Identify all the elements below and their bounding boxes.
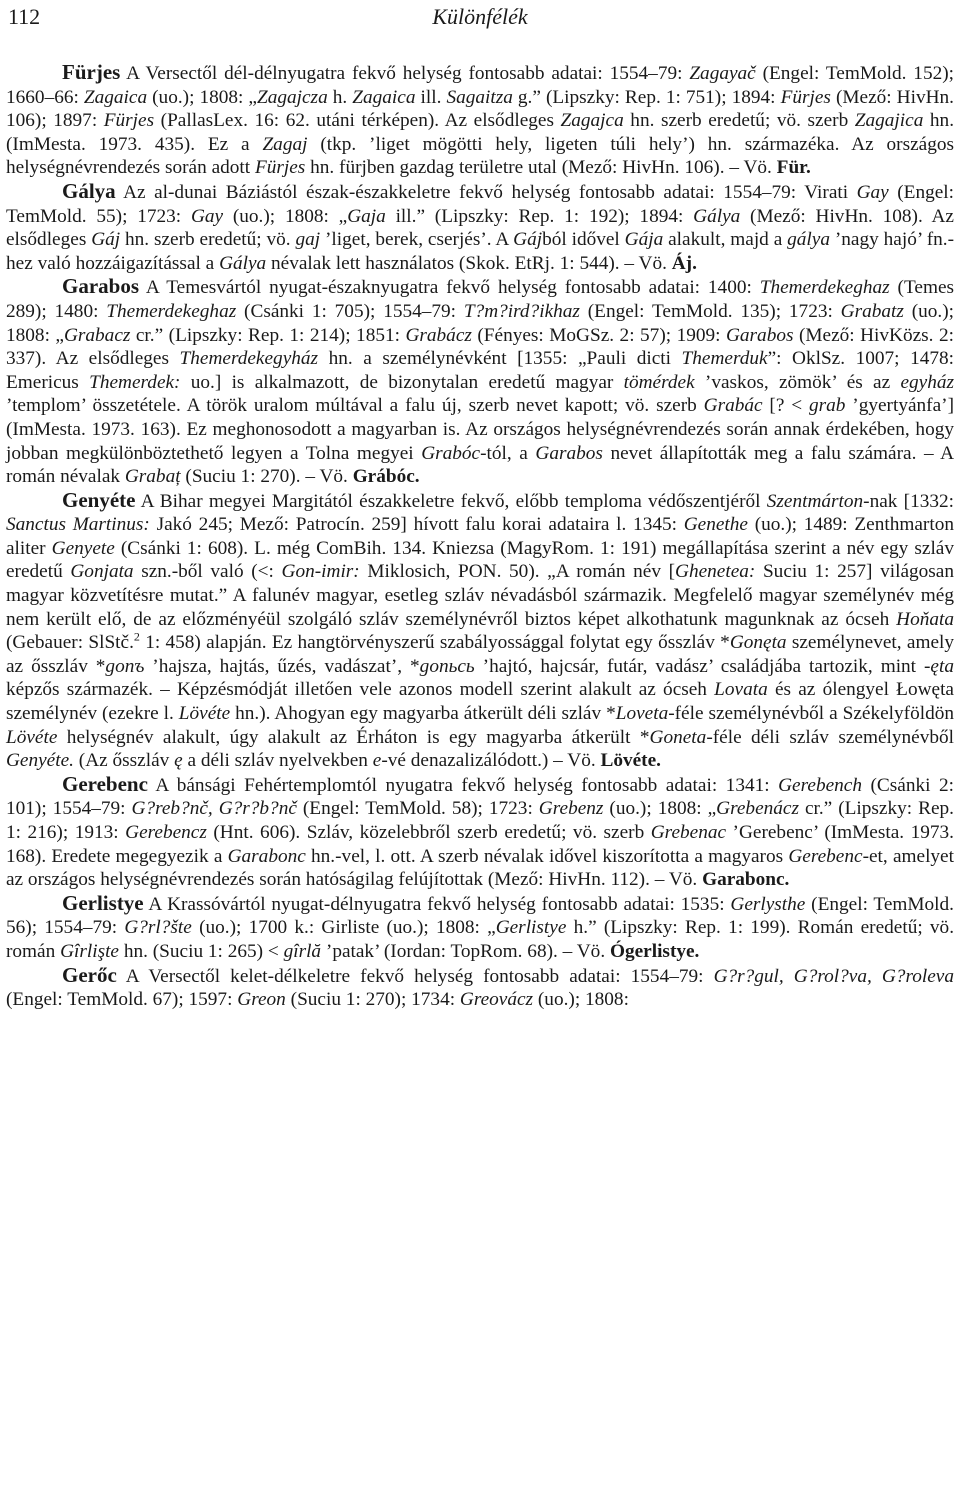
entry-text-segment: Genyete: [51, 537, 115, 559]
entry-text-segment: (Csánki 2: 101); 1554–79:: [6, 774, 954, 820]
entry-text-segment: Az al-dunai Báziástól észak-északkeletre fekvő helység fontosabb adatai: 1554–79: Virati: [115, 181, 857, 203]
entry-text-segment: (Csánki 1: 608). L. még ComBih. 134. Kniezsa (MagyRom. 1: 191) megállapítása szerint a név egy szláv eredetű: [6, 537, 954, 583]
entry-text-segment: ból idővel: [542, 229, 625, 251]
entry-text-segment: Fürjes: [254, 157, 306, 179]
entry-text-segment: Genyéte.: [6, 750, 74, 772]
entry-text-segment: Szentmárton: [766, 490, 864, 512]
entry-text-segment: ’gyertyánfa’] (ImMesta. 1973. 163). Ez meghonosodott a magyarban is. Az országos helységnévrendezés során annak érdekében, hogy jobban megkülönböztethető legyen a Tolna megyei: [6, 395, 954, 464]
entry-text-segment: (Mező: HivHn. 108). Az elsődleges: [6, 205, 954, 251]
entry-text-segment: (Suciu 1: 270); 1734:: [285, 989, 460, 1011]
entry-text-segment: 2: [133, 629, 140, 644]
entry-text: [6, 966, 954, 1011]
entry-text-segment: gîrlă: [283, 940, 322, 962]
entry-text-segment: hn. szerb eredetű; vö. szerb: [623, 110, 855, 132]
entry-text-segment: A Temesvártól nyugat-északnyugatra fekvő helység fontosabb adatai: 1400:: [139, 277, 760, 299]
entry-text-segment: Grabóc: [421, 442, 481, 464]
entry-text: [6, 277, 954, 487]
entry-text-segment: -et, amelyet az országos helységnévrendezés során hatóságilag felújítottak (Mező: HivHn. 112). – Vö.: [6, 845, 954, 891]
entry-gerlistye: [6, 892, 954, 964]
entry-text-segment: Garabos: [725, 324, 794, 346]
entry-text-segment: Gerebenc: [788, 845, 863, 867]
entry-text-segment: Greovácz: [459, 989, 534, 1011]
entry-text-segment: T?m?ird?ikhaz: [463, 300, 580, 322]
entry-text-segment: Ógerlistye.: [609, 940, 700, 962]
entry-text-segment: h.: [327, 86, 353, 108]
entry-text-segment: (uo.); 1700 k.: Girliste (uo.); 1808: „: [191, 917, 496, 939]
entry-text-segment: (uo.); 1808: „: [6, 300, 954, 346]
entry-text-segment: Grabácz: [405, 324, 472, 346]
entry-text-segment: (Engel: TemMold. 58); 1723:: [296, 798, 539, 820]
entry-text-segment: Gonjata: [70, 561, 134, 583]
entry-gerebenc: [6, 773, 954, 892]
entry-text-segment: névalak lett használatos (Skok. EtRj. 1: 544). – Vö.: [266, 252, 672, 274]
entry-headword: Garabos: [62, 274, 140, 299]
entry-text-segment: Gerlysthe: [730, 893, 806, 915]
page-header: [0, 0, 960, 40]
entry-text-segment: Für.: [776, 157, 811, 179]
entry-text-segment: -tól, a: [480, 442, 536, 464]
entry-headword: Gálya: [62, 178, 116, 203]
entry-headword: Fürjes: [62, 60, 121, 84]
entry-text-segment: ’liget, berek, cserjés’. A: [320, 229, 514, 251]
entry-text-segment: cr.” (Lipszky: Rep. 1: 214); 1851:: [130, 324, 406, 346]
entry-garabos: [6, 275, 954, 488]
entry-text-segment: hn. (ImMesta. 1973. 435). Ez a: [6, 110, 955, 155]
entry-text-segment: ’Gerebenc’ (ImMesta. 1973. 168). Eredete megegyezik a: [6, 822, 954, 867]
entry-text-segment: Gálya: [693, 205, 741, 227]
entry-text-segment: ę: [174, 750, 183, 772]
entry-text-segment: (uo.); 1808: „: [223, 205, 348, 227]
entry-text-segment: Garabos: [535, 442, 603, 464]
entry-text-segment: hn. (Suciu 1: 265) <: [119, 940, 284, 962]
entry-text-segment: Themerduk: [681, 348, 768, 370]
entry-text-segment: gonьсь: [419, 655, 475, 677]
entry-text-segment: Gáj: [91, 229, 121, 251]
entry-text-segment: ill.” (Lipszky: Rep. 1: 192); 1894:: [385, 205, 694, 227]
entry-text: [6, 63, 954, 178]
entry-text-segment: Loveta: [615, 703, 669, 725]
entry-text-segment: Hoňata: [896, 608, 954, 630]
entry-text-segment: Zagaj: [262, 133, 308, 155]
entry-text-segment: A Bihar megyei Margitától északkeletre fekvő, előbb temploma védőszentjéről: [135, 490, 767, 512]
entry-text-segment: ęta: [930, 655, 954, 677]
entry-text-segment: (Temes 289); 1480:: [6, 277, 955, 322]
entry-text-segment: g.” (Lipszky: Rep. 1: 751); 1894:: [512, 86, 781, 108]
entry-text-segment: gaj: [295, 229, 321, 251]
entry-text-segment: A Krassóvártól nyugat-délnyugatra fekvő helység fontosabb adatai: 1535:: [143, 893, 731, 915]
entry-text: [6, 775, 954, 890]
entry-text-segment: Zagajca: [560, 110, 624, 132]
entry-text-segment: Garabonc: [227, 845, 306, 867]
entry-text-segment: ’vaskos, zömök’ és az: [694, 371, 901, 393]
entry-text-segment: Lövéte: [178, 703, 231, 725]
entry-text-segment: (uo.); 1808: „: [603, 798, 717, 820]
entry-text-segment: ’templom’ összetétele. A török uralom múltával a falu új, szerb nevet kapott; vö. szerb: [6, 395, 704, 417]
entry-text-segment: (Hnt. 606). Szláv, közelebbről szerb eredetű; vö. szerb: [206, 822, 651, 843]
entry-text-segment: (tkp. ’liget mögötti hely, ligeten túli hely’) hn. származéka. Az országos helységnévrendezés során adott: [6, 133, 955, 179]
running-title: Különfélék: [432, 4, 528, 29]
entry-text-segment: Grábóc.: [352, 466, 420, 488]
entry-text-segment: Gálya: [219, 252, 267, 274]
page-number: 112: [8, 4, 41, 29]
entry-text-segment: Gája: [624, 229, 664, 251]
entry-text-segment: (Fényes: MoGSz. 2: 57); 1909:: [471, 324, 726, 346]
entry-text-segment: Grebenácz: [716, 798, 799, 820]
entry-text-segment: A Versectől dél-délnyugatra fekvő helység fontosabb adatai: 1554–79:: [120, 63, 690, 84]
entry-text-segment: képzős származék. – Képzésmódját illetően vele azonos modell szerint alakult az ócseh: [6, 679, 715, 701]
entry-headword: Gerőc: [62, 962, 117, 987]
entry-text-segment: Áj.: [671, 252, 697, 274]
entry-text-segment: h.” (Lipszky: Rep. 1: 199). Román eredetű; vö. román: [6, 917, 955, 962]
entry-text-segment: hn. fürjben gazdag területre utal (Mező: HivHn. 106). – Vö.: [305, 157, 777, 179]
entry-text-segment: ”: OklSz. 1007; 1478: Emericus: [6, 348, 954, 393]
entry-text-segment: uo.] is alkalmazott, de bizonytalan eredetű magyar: [180, 371, 624, 393]
entry-text-segment: Grabacz: [63, 324, 131, 346]
entry-text-segment: [? <: [762, 395, 809, 417]
entry-text-segment: (Mező: HivKözs. 2: 337). Az elsődleges: [6, 324, 954, 370]
entry-text-segment: Zagayač: [689, 63, 756, 84]
entry-text-segment: (Mező: HivHn. 106); 1897:: [6, 86, 954, 132]
entry-text-segment: Gon-imir:: [281, 561, 360, 583]
entry-text-segment: Zagajcza: [257, 86, 328, 108]
entry-galya: [6, 180, 954, 275]
entry-text-segment: Grabatz: [840, 300, 904, 322]
entry-text-segment: A bánsági Fehértemplomtól nyugatra fekvő helység fontosabb adatai: 1341:: [147, 774, 779, 796]
entry-text-segment: Genethe: [683, 514, 748, 536]
entry-headword: Gerebenc: [62, 771, 148, 796]
entry-text-segment: Themerdekeghaz: [759, 277, 890, 299]
entry-text-segment: 1: 458) alapján. Ez hangtörvényszerű szabályossággal folytat egy ősszláv *: [139, 632, 730, 654]
entry-text-segment: Greon: [237, 989, 286, 1011]
entry-text-segment: nevet állapították meg a falu számára. – A román névalak: [6, 442, 955, 488]
entry-text-segment: (Csánki 1: 705); 1554–79:: [236, 300, 464, 322]
entry-text-segment: Grebenac: [650, 822, 727, 843]
entry-text-segment: (Engel: TemMold. 67); 1597:: [6, 989, 238, 1011]
entry-text-segment: Gerlistye: [495, 917, 567, 939]
entry-text-segment: és az ólengyel Łowęta személynév (ezekre l.: [6, 679, 954, 725]
entry-text-segment: cr.” (Lipszky: Rep. 1: 216); 1913:: [6, 798, 954, 843]
entry-text-segment: Gay: [190, 205, 224, 227]
entry-text: [6, 894, 954, 962]
entry-text-segment: (Engel: TemMold. 152); 1660–66:: [6, 63, 955, 108]
entry-furjes: [6, 61, 954, 180]
entry-text-segment: Grabác: [703, 395, 763, 417]
entry-text-segment: személynevet, amely az ősszláv *: [6, 632, 955, 677]
entry-text-segment: (Suciu 1: 270). – Vö.: [180, 466, 353, 488]
entry-text-segment: (PallasLex. 16: 62. utáni térképen). Az elsődleges: [154, 110, 561, 132]
entry-text-segment: Suciu 1: 257] világosan magyar közvetítésre mutat.” A falunév magyar, esetleg szláv névadásból származik. Megfelelő magyar személynév még nem került elő, de az előzményéül szolgáló szláv személynévről biztos képet alkothatunk magunknak az ócseh: [6, 561, 954, 630]
entry-text-segment: Ghenetea:: [675, 561, 756, 583]
entry-text-segment: -féle személynévből a Székelyföldön: [668, 703, 954, 725]
entry-text-segment: Lövéte: [6, 726, 58, 748]
entry-text-segment: Themerdekegyház: [179, 348, 319, 370]
entry-geroc: [6, 964, 954, 1012]
entry-text-segment: Sanctus Martinus:: [6, 514, 150, 536]
entry-text-segment: (Gebauer: SlStč.: [6, 632, 134, 654]
entry-text-segment: -nak [1332:: [863, 490, 955, 512]
entry-text-segment: Gay: [856, 181, 889, 203]
entry-text-segment: Gonęta: [729, 632, 787, 654]
entry-text-segment: ’patak’ (Iordan: TopRom. 68). – Vö.: [321, 940, 610, 962]
entry-text-segment: hn.). Ahogyan egy magyarba átkerült déli szláv *: [230, 703, 616, 725]
entry-text-segment: Zagajica: [854, 110, 924, 132]
entry-text: [6, 182, 954, 274]
entry-text-segment: Lovata: [714, 679, 768, 701]
entry-text-segment: ’hajtó, hajcsár, futár, vadász’ családjába tartozik, mint -: [474, 655, 931, 677]
entry-text-segment: ill.: [415, 86, 447, 108]
entry-text-segment: a déli szláv nyelvekben: [182, 750, 373, 772]
entry-text-segment: alakult, majd a: [663, 229, 788, 251]
entry-text-segment: Sagaitza: [446, 86, 513, 108]
entry-text-segment: G?rl?šte: [124, 917, 192, 939]
entry-text-segment: egyház: [900, 371, 954, 393]
dictionary-entries: [6, 61, 954, 1012]
entry-text-segment: Fürjes: [103, 110, 155, 132]
entry-text-segment: hn. szerb eredetű; vö.: [120, 229, 296, 251]
entry-text-segment: A Versectől kelet-délkeletre fekvő helység fontosabb adatai: 1554–79:: [116, 965, 714, 987]
entry-text-segment: gálya: [787, 229, 830, 251]
entry-text-segment: hn.-vel, l. ott. A szerb névalak idővel kiszorította a magyaros: [305, 845, 789, 867]
entry-text-segment: -féle déli szláv személynévből: [706, 726, 954, 748]
entry-text-segment: (Engel: TemMold. 135); 1723:: [579, 300, 841, 322]
entry-text-segment: Grebenz: [538, 798, 604, 820]
entry-text-segment: G?r?gul, G?rol?va, G?roleva: [713, 965, 954, 987]
entry-text-segment: hn. a személynévként [1355: „Pauli dicti: [318, 348, 682, 370]
entry-text-segment: Lövéte.: [600, 750, 661, 772]
entry-text-segment: Gîrlişte: [60, 940, 119, 962]
entry-text-segment: Grabaț: [124, 466, 181, 488]
entry-text: [6, 491, 954, 772]
entry-text-segment: Gaja: [347, 205, 386, 227]
entry-headword: Gerlistye: [62, 890, 144, 915]
entry-text-segment: (Engel: TemMold. 56); 1554–79:: [6, 893, 954, 939]
entry-text-segment: Themerdek:: [89, 371, 181, 393]
entry-genyete: [6, 489, 954, 773]
entry-text-segment: (Az ősszláv: [73, 750, 175, 772]
entry-text-segment: grab: [809, 395, 846, 417]
entry-text-segment: szn.-ből való (<:: [133, 561, 282, 583]
entry-text-segment: Fürjes: [780, 86, 831, 108]
entry-text-segment: Gerebench: [778, 774, 862, 796]
entry-text-segment: (Engel: TemMold. 55); 1723:: [6, 181, 954, 227]
entry-text-segment: gonъ: [105, 655, 145, 677]
entry-text-segment: Gáj: [513, 229, 543, 251]
entry-text-segment: (uo.); 1808: „: [147, 86, 257, 108]
entry-text-segment: e: [372, 750, 382, 772]
entry-text-segment: (uo.); 1489: Zenthmarton aliter: [6, 514, 954, 559]
entry-text-segment: Zagaica: [352, 86, 416, 108]
entry-headword: Genyéte: [62, 487, 136, 512]
entry-text-segment: Zagaica: [83, 86, 148, 108]
entry-text-segment: Jakó 245; Mező: Patrocín. 259] hívott falu korai adataira l. 1345:: [149, 514, 684, 536]
entry-text-segment: tömérdek: [623, 371, 695, 393]
entry-text-segment: ’nagy hajó’ fn.-hez való hozzáigazítással a: [6, 229, 955, 274]
entry-text-segment: (uo.); 1808:: [533, 989, 629, 1011]
entry-text-segment: Goneta: [649, 726, 707, 748]
entry-text-segment: helységnév alakult, úgy alakult az Érháton is egy magyarba átkerült *: [57, 726, 650, 748]
entry-text-segment: Gerebencz: [125, 822, 207, 843]
entry-text-segment: -vé denazalizálódott.) – Vö.: [381, 750, 601, 772]
entry-text-segment: ’hajsza, hajtás, űzés, vadászat’, *: [144, 655, 420, 677]
entry-text-segment: G?reb?nč, G?r?b?nč: [131, 798, 297, 820]
entry-text-segment: Miklosich, PON. 50). „A román név [: [359, 561, 676, 583]
entry-text-segment: Themerdekeghaz: [106, 300, 237, 322]
entry-text-segment: Garabonc.: [702, 869, 790, 891]
